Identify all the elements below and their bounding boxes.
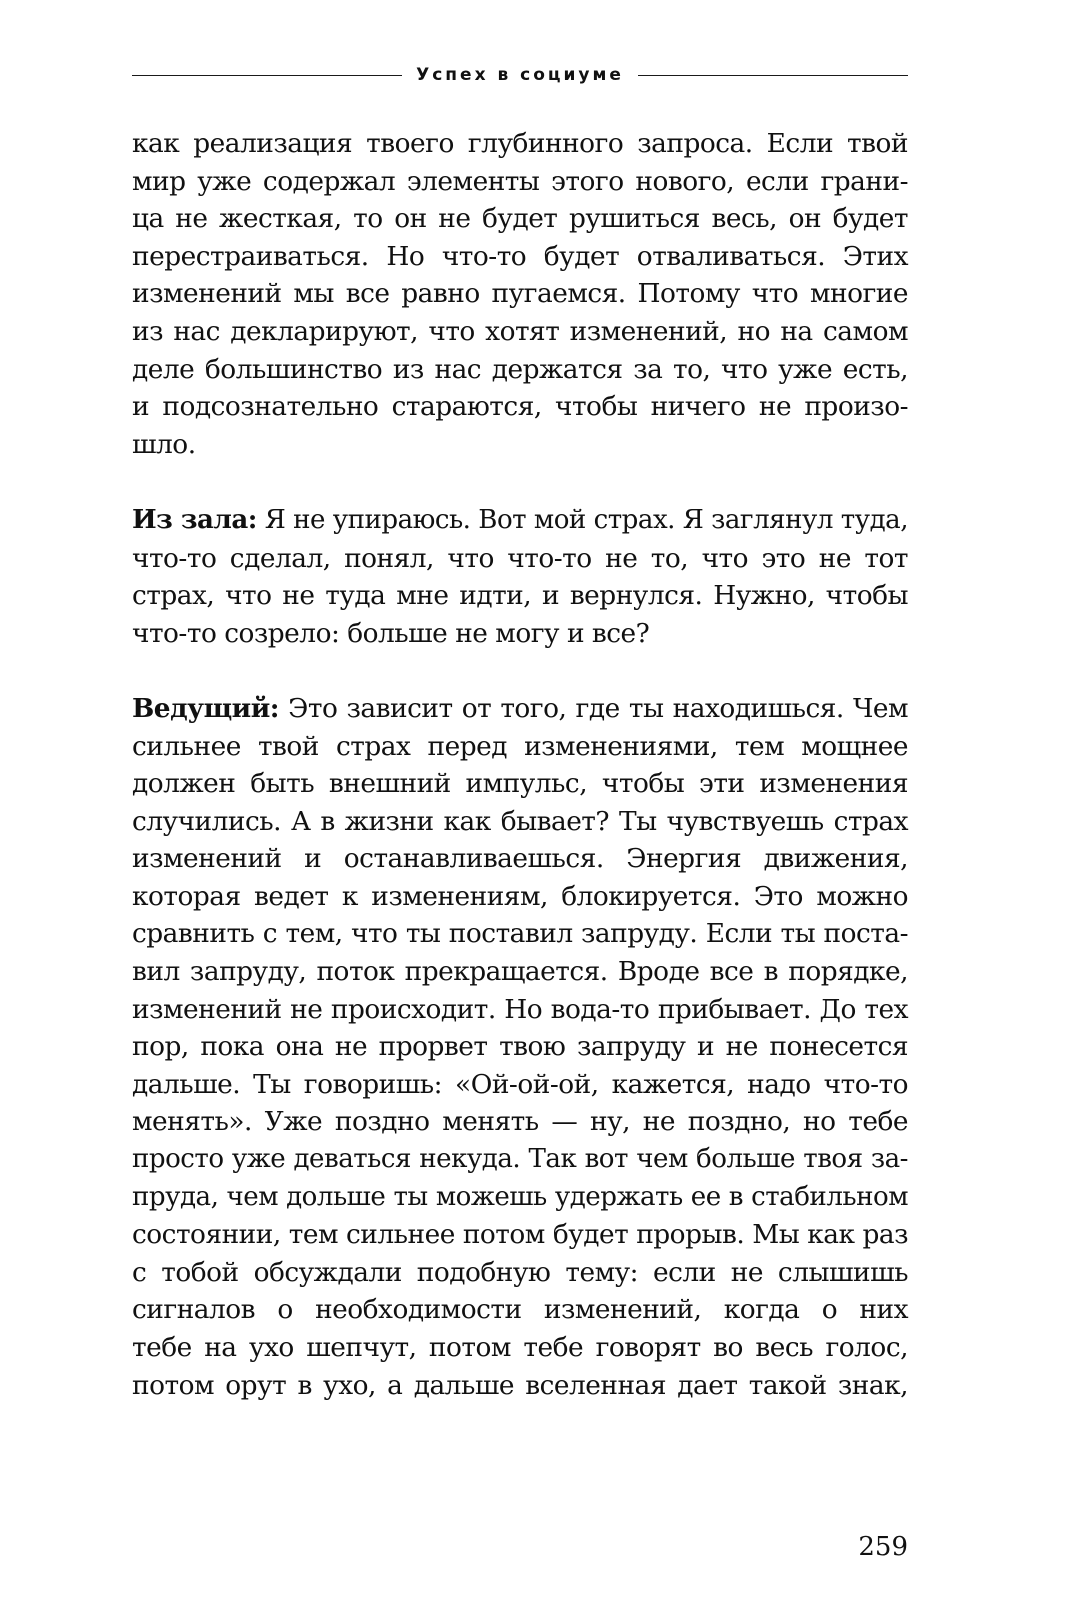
text-line	[132, 501, 908, 540]
text-line: шло.	[132, 428, 196, 460]
running-header	[132, 58, 908, 92]
text-line: ца не жесткая, то он не будет рушиться весь, он будет	[132, 203, 908, 235]
text-line: случились. А в жизни как бывает? Ты чувствуешь страх	[132, 805, 908, 837]
text-line: изменений и останавливаешься. Энергия движения,	[132, 843, 908, 875]
page-number: 259	[858, 1532, 908, 1562]
text-line: сигналов о необходимости изменений, когда о них	[132, 1294, 908, 1326]
text-line: дальше. Ты говоришь: «Ой-ой-ой, кажется, надо что-то	[132, 1068, 908, 1100]
line-text: Я не упираюсь. Вот мой страх. Я заглянул туда,	[256, 504, 908, 535]
text-line: тебе на ухо шепчут, потом тебе говорят во весь голос,	[132, 1332, 908, 1363]
paragraph-gap	[132, 463, 908, 501]
text-line: деле большинство из нас держатся за то, что уже есть,	[132, 353, 908, 385]
text-line: перестраиваться. Но что-то будет отваливаться. Этих	[132, 240, 908, 272]
speaker-label: Ведущий:	[132, 692, 280, 724]
text-line: которая ведет к изменениям, блокируется. Это можно	[132, 880, 908, 912]
text-line: что-то сделал, понял, что что-то не то, что это не тот	[132, 542, 908, 574]
text-line: страх, что не туда мне идти, и вернулся. Нужно, чтобы	[132, 580, 908, 612]
paragraph-gap	[132, 652, 908, 690]
text-line: состоянии, тем сильнее потом будет прорыв. Мы как раз	[132, 1219, 908, 1251]
text-line	[132, 690, 908, 728]
line-text: Это зависит от того, где ты находишься. Чем	[279, 692, 908, 724]
text-line: изменений мы все равно пугаемся. Потому что многие	[132, 278, 908, 310]
text-line: должен быть внешний импульс, чтобы эти изменения	[132, 768, 908, 800]
text-line: вил запруду, поток прекращается. Вроде все в порядке,	[132, 956, 908, 988]
header-rule-left	[132, 75, 402, 76]
text-line: сильнее твой страх перед изменениями, тем мощнее	[132, 730, 908, 762]
running-header-title: Успех в социуме	[416, 65, 624, 85]
text-line: потом орут в ухо, а дальше вселенная дает такой знак,	[132, 1369, 908, 1401]
text-line: изменений не происходит. Но вода-то прибывает. До тех	[132, 993, 908, 1025]
body-text	[132, 125, 908, 1404]
text-line: с тобой обсуждали подобную тему: если не слышишь	[132, 1256, 908, 1288]
text-line: просто уже деваться некуда. Так вот чем больше твоя за-	[132, 1144, 908, 1175]
header-rule-right	[638, 75, 908, 76]
text-line: пруда, чем дольше ты можешь удержать ее в стабильном	[132, 1181, 908, 1212]
text-line: менять». Уже поздно менять — ну, не поздно, но тебе	[132, 1106, 908, 1138]
speaker-label: Из зала:	[132, 503, 257, 535]
text-line: и подсознательно стараются, чтобы ничего не произо-	[132, 391, 908, 423]
text-line: как реализация твоего глубинного запроса. Если твой	[132, 128, 908, 159]
text-line: что-то созрело: больше не могу и все?	[132, 617, 650, 649]
text-line: из нас декларируют, что хотят изменений, но на самом	[132, 315, 908, 347]
text-line: пор, пока она не прорвет твою запруду и не понесется	[132, 1031, 908, 1063]
text-line: мир уже содержал элементы этого нового, если грани-	[132, 165, 908, 197]
text-line: сравнить с тем, что ты поставил запруду. Если ты поста-	[132, 918, 908, 950]
